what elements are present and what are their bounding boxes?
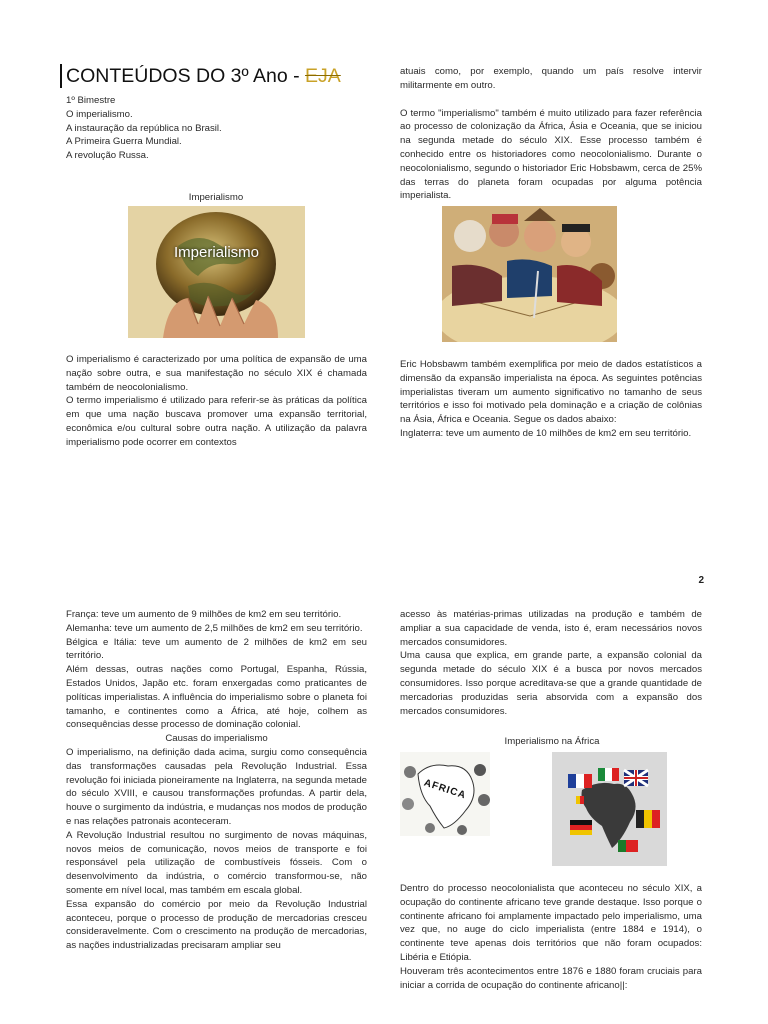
paragraph: Essa expansão do comércio por meio da Revolução Industrial aconteceu, porque o processo de produção de mercadorias cresceu consideravelmente. Com o crescimento na produção de mercadorias, as nações industrializadas precisaram ampliar seu bbox=[66, 898, 367, 952]
list-item: A instauração da república no Brasil. bbox=[66, 122, 222, 134]
title-eja: EJA bbox=[305, 65, 341, 87]
paragraph: Dentro do processo neocolonialista que aconteceu no século XIX, a ocupação do continente africano teve grande destaque. Isso porque o continente africano foi amplamente impactado pelo imperialismo, uma vez que, no auge do ciclo imperialista (entre 1884 e 1914), o continente teve apenas dois territórios que não foram ocupados: Libéria e Etiópia. bbox=[400, 883, 702, 963]
paragraph: Além dessas, outras nações como Portugal, Espanha, Rússia, Estados Unidos, Japão etc. foram enxergadas como praticantes de políticas imperialistas. A influência do imperialismo sobre o planeta foi tamanho, e continentes como a África, até hoje, colhem as consequências desse processo de dominação colonial. bbox=[66, 664, 367, 731]
page-title bbox=[60, 64, 341, 88]
right-column-text bbox=[400, 65, 702, 203]
list-item: A revolução Russa. bbox=[66, 150, 149, 162]
paragraph: atuais como, por exemplo, quando um país resolve intervir militarmente em outro. bbox=[400, 66, 702, 91]
cartoon-word: AFRICA bbox=[422, 777, 468, 802]
paragraph: O termo "imperialismo" também é muito utilizado para fazer referência ao processo de colonização da África, Ásia e Oceania, que se iniciou na segunda metade do século XIX. Esse processo também é conhecido entre os historiadores como neocolonialismo. Durante o neocolonialismo, segundo o historiador Eric Hobsbawm, cerca de 25% das terras do planeta foram ocupadas por alguma potência imperialista. bbox=[400, 107, 702, 202]
paragraph: Inglaterra: teve um aumento de 10 milhões de km2 em seu território. bbox=[400, 427, 692, 439]
paragraph: A Revolução Industrial resultou no surgimento de novas máquinas, novos meios de comunicação, novos meios de transporte e foi responsável pela utilização de combustíveis fósseis. Com o desenvolvimento da indústria, o comércio transformou-se, não somente em nível local, mas também em escala global. bbox=[66, 829, 367, 896]
paragraph: Uma causa que explica, em grande parte, a expansão colonial da segunda metade do século XIX é a busca por novos mercados consumidores. Isso porque acreditava-se que a grande quantidade de mercadorias produzidas seria absorvida com a expansão dos mercados consumidores. bbox=[400, 650, 702, 717]
figure-caption-africa: Imperialismo na África bbox=[504, 736, 600, 747]
list-item: A Primeira Guerra Mundial. bbox=[66, 136, 182, 148]
left-column-text-p2 bbox=[66, 608, 367, 953]
left-column-text bbox=[66, 353, 367, 450]
imperialism-globe-image bbox=[128, 206, 305, 338]
paragraph: França: teve um aumento de 9 milhões de km2 em seu território. bbox=[66, 609, 342, 620]
topics-list bbox=[66, 94, 366, 163]
right-column-text-p2 bbox=[400, 608, 702, 718]
africa-flags-image bbox=[552, 752, 667, 866]
imperialism-cartoon-image bbox=[442, 206, 617, 342]
figure-caption: Imperialismo bbox=[188, 192, 244, 203]
africa-cartoon-image bbox=[400, 752, 490, 836]
paragraph: Houveram três acontecimentos entre 1876 e 1880 foram cruciais para iniciar a corrida de ocupação do continente africano||: bbox=[400, 965, 702, 991]
paragraph: Alemanha: teve um aumento de 2,5 milhões de km2 em seu território. bbox=[66, 622, 363, 634]
paragraph: O imperialismo, na definição dada acima, surgiu como consequência das transformações causadas pela Revolução Industrial. Essa revolução foi iniciada pioneiramente na Inglaterra, na segunda metade do século XVIII, e causou transformações profundas. A partir dela, houve o surgimento da indústria, e mudanças nos modos de produção e nas relações patronais aconteceram. bbox=[66, 746, 367, 827]
right-column-text-b bbox=[400, 358, 702, 441]
page-number: 2 bbox=[698, 575, 704, 586]
paragraph: acesso às matérias-primas utilizadas na produção e também de ampliar a sua capacidade de venda, isto é, eram necessários novos mercados consumidores. bbox=[400, 609, 702, 648]
title-main: CONTEÚDOS DO 3º Ano - bbox=[66, 65, 306, 87]
paragraph: O termo imperialismo é utilizado para referir-se às práticas da política em que uma nação buscava promover uma expansão territorial, econômica e/ou cultural sobre outra nação. A utilização da palavra imperialismo pode ocorrer em contextos bbox=[66, 395, 367, 448]
list-item: O imperialismo. bbox=[66, 108, 133, 120]
section-heading: Causas do imperialismo bbox=[165, 733, 268, 745]
image-overlay-text: Imperialismo bbox=[173, 244, 260, 261]
paragraph: Eric Hobsbawm também exemplifica por meio de dados estatísticos a dimensão da expansão imperialista na época. As seguintes potências imperialistas tiveram um aumento significativo no tamanho de seus territórios e isso foi motivado pela dominação e a criação de colônias na Ásia, África e Oceania. Segue os dados abaixo: bbox=[400, 359, 702, 426]
paragraph: O imperialismo é caracterizado por uma política de expansão de uma nação sobre outra, e sua manifestação no século XIX é chamada também de neocolonialismo. bbox=[66, 354, 367, 393]
list-item: 1º Bimestre bbox=[66, 95, 116, 106]
paragraph: Bélgica e Itália: teve um aumento de 2 milhões de km2 em seu território. bbox=[66, 636, 367, 662]
right-column-text-p2b bbox=[400, 882, 702, 992]
